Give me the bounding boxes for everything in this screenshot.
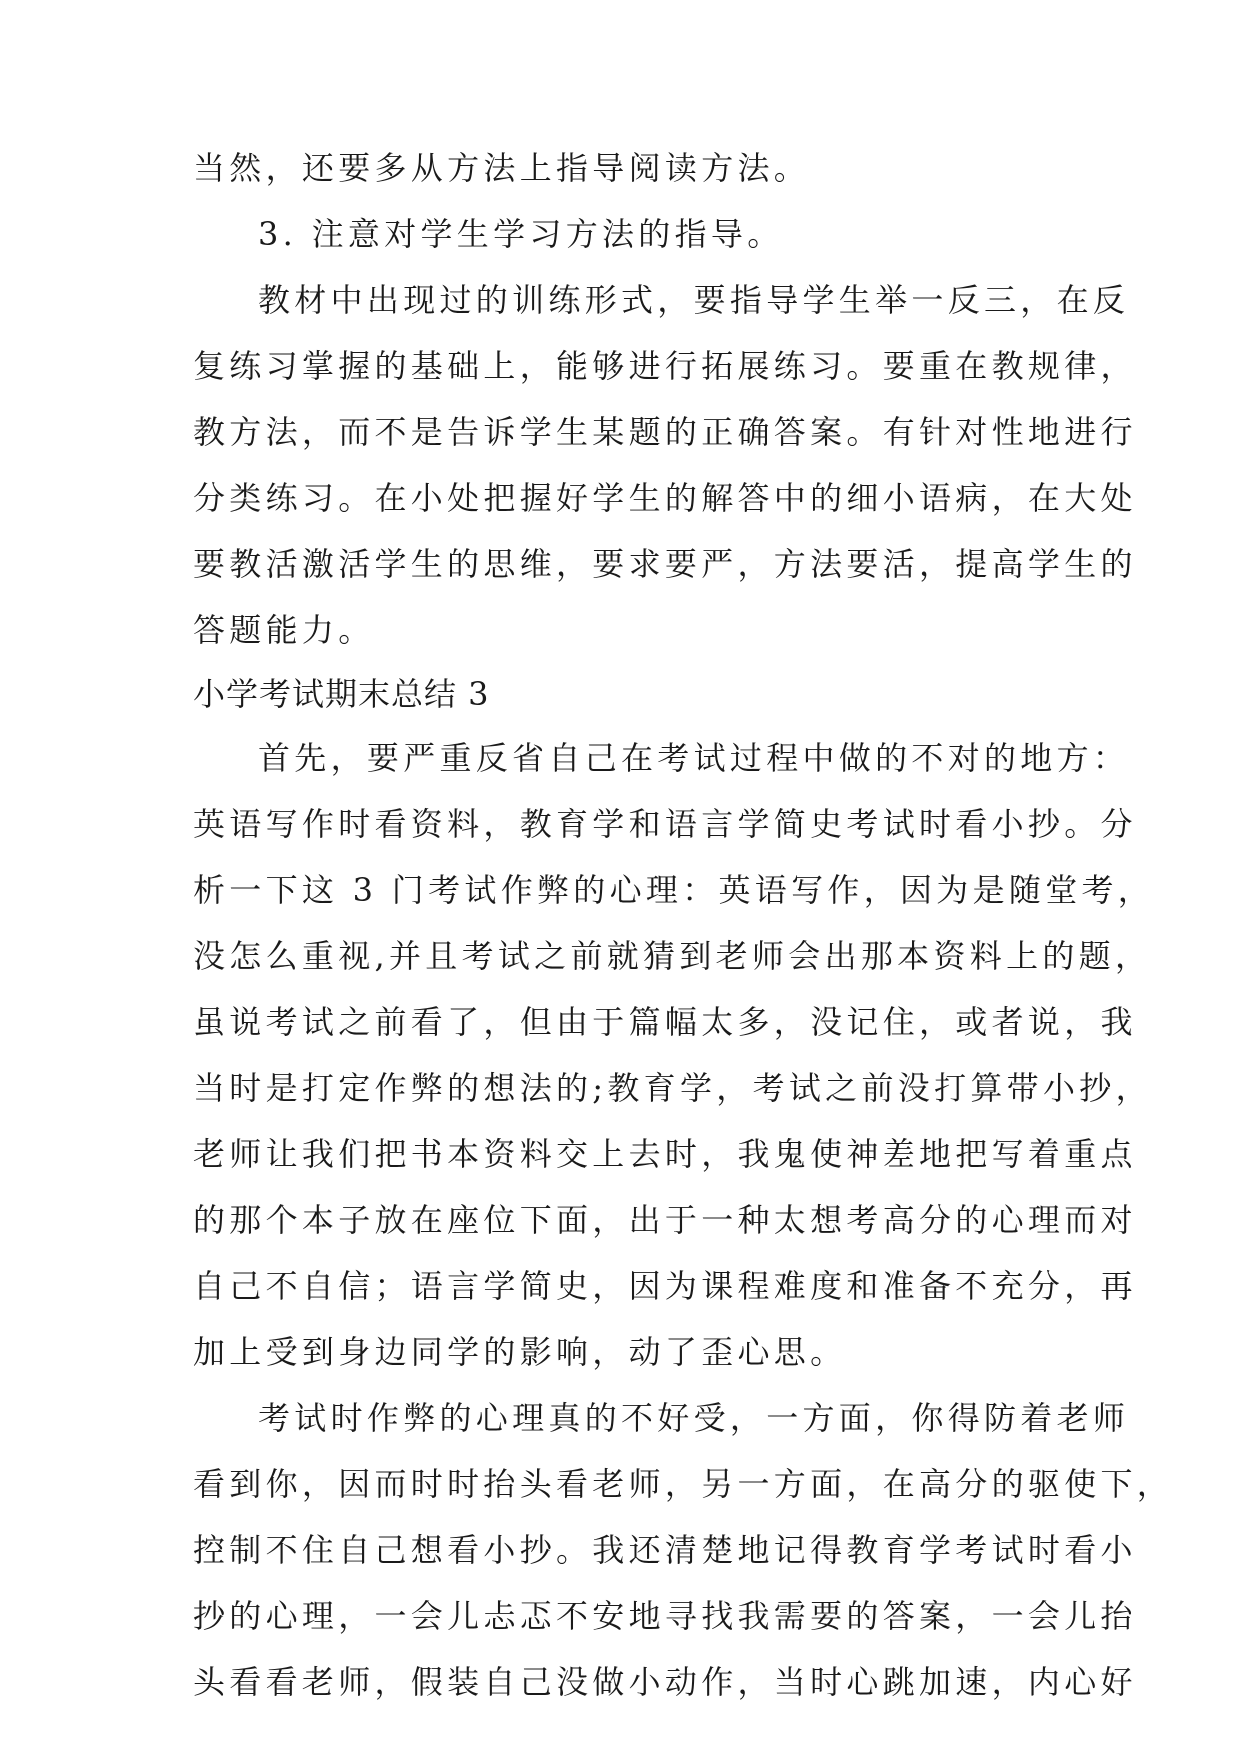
paragraph-line: 加上受到身边同学的影响，动了歪心思。 [193,1333,847,1371]
text-line: 当然，还要多从方法上指导阅读方法。 [193,149,811,187]
paragraph-line: 抄的心理，一会儿忐忑不安地寻找我需要的答案，一会儿抬 [193,1597,1137,1635]
paragraph-line: 要教活激活学生的思维，要求要严，方法要活，提高学生的 [193,545,1137,583]
paragraph-line: 虽说考试之前看了，但由于篇幅太多，没记住，或者说，我 [193,1003,1137,1041]
paragraph-line: 析一下这 3 门考试作弊的心理：英语写作，因为是随堂考， [193,871,1155,909]
paragraph-line: 自己不自信；语言学简史，因为课程难度和准备不充分，再 [193,1267,1137,1305]
paragraph-line: 教材中出现过的训练形式，要指导学生举一反三，在反 [258,281,1130,319]
paragraph-line: 没怎么重视,并且考试之前就猜到老师会出那本资料上的题， [193,937,1152,975]
paragraph-line: 复练习掌握的基础上，能够进行拓展练习。要重在教规律， [193,347,1137,385]
paragraph-line: 教方法，而不是告诉学生某题的正确答案。有针对性地进行 [193,413,1137,451]
paragraph-line: 英语写作时看资料，教育学和语言学简史考试时看小抄。分 [193,805,1137,843]
paragraph-line: 分类练习。在小处把握好学生的解答中的细小语病，在大处 [193,479,1137,517]
paragraph-line: 看到你，因而时时抬头看老师，另一方面，在高分的驱使下， [193,1465,1174,1503]
paragraph-line: 头看看老师，假装自己没做小动作，当时心跳加速，内心好 [193,1663,1137,1701]
paragraph-line: 当时是打定作弊的想法的;教育学，考试之前没打算带小抄， [193,1069,1152,1107]
paragraph-line: 答题能力。 [193,611,375,649]
paragraph-line: 控制不住自己想看小抄。我还清楚地记得教育学考试时看小 [193,1531,1137,1569]
paragraph-line: 首先，要严重反省自己在考试过程中做的不对的地方： [258,739,1130,777]
section-heading: 小学考试期末总结 3 [193,675,490,713]
paragraph-line: 老师让我们把书本资料交上去时，我鬼使神差地把写着重点 [193,1135,1137,1173]
paragraph-line: 的那个本子放在座位下面，出于一种太想考高分的心理而对 [193,1201,1137,1239]
list-item-3: 3. 注意对学生学习方法的指导。 [258,215,784,253]
paragraph-line: 考试时作弊的心理真的不好受，一方面，你得防着老师 [258,1399,1130,1437]
